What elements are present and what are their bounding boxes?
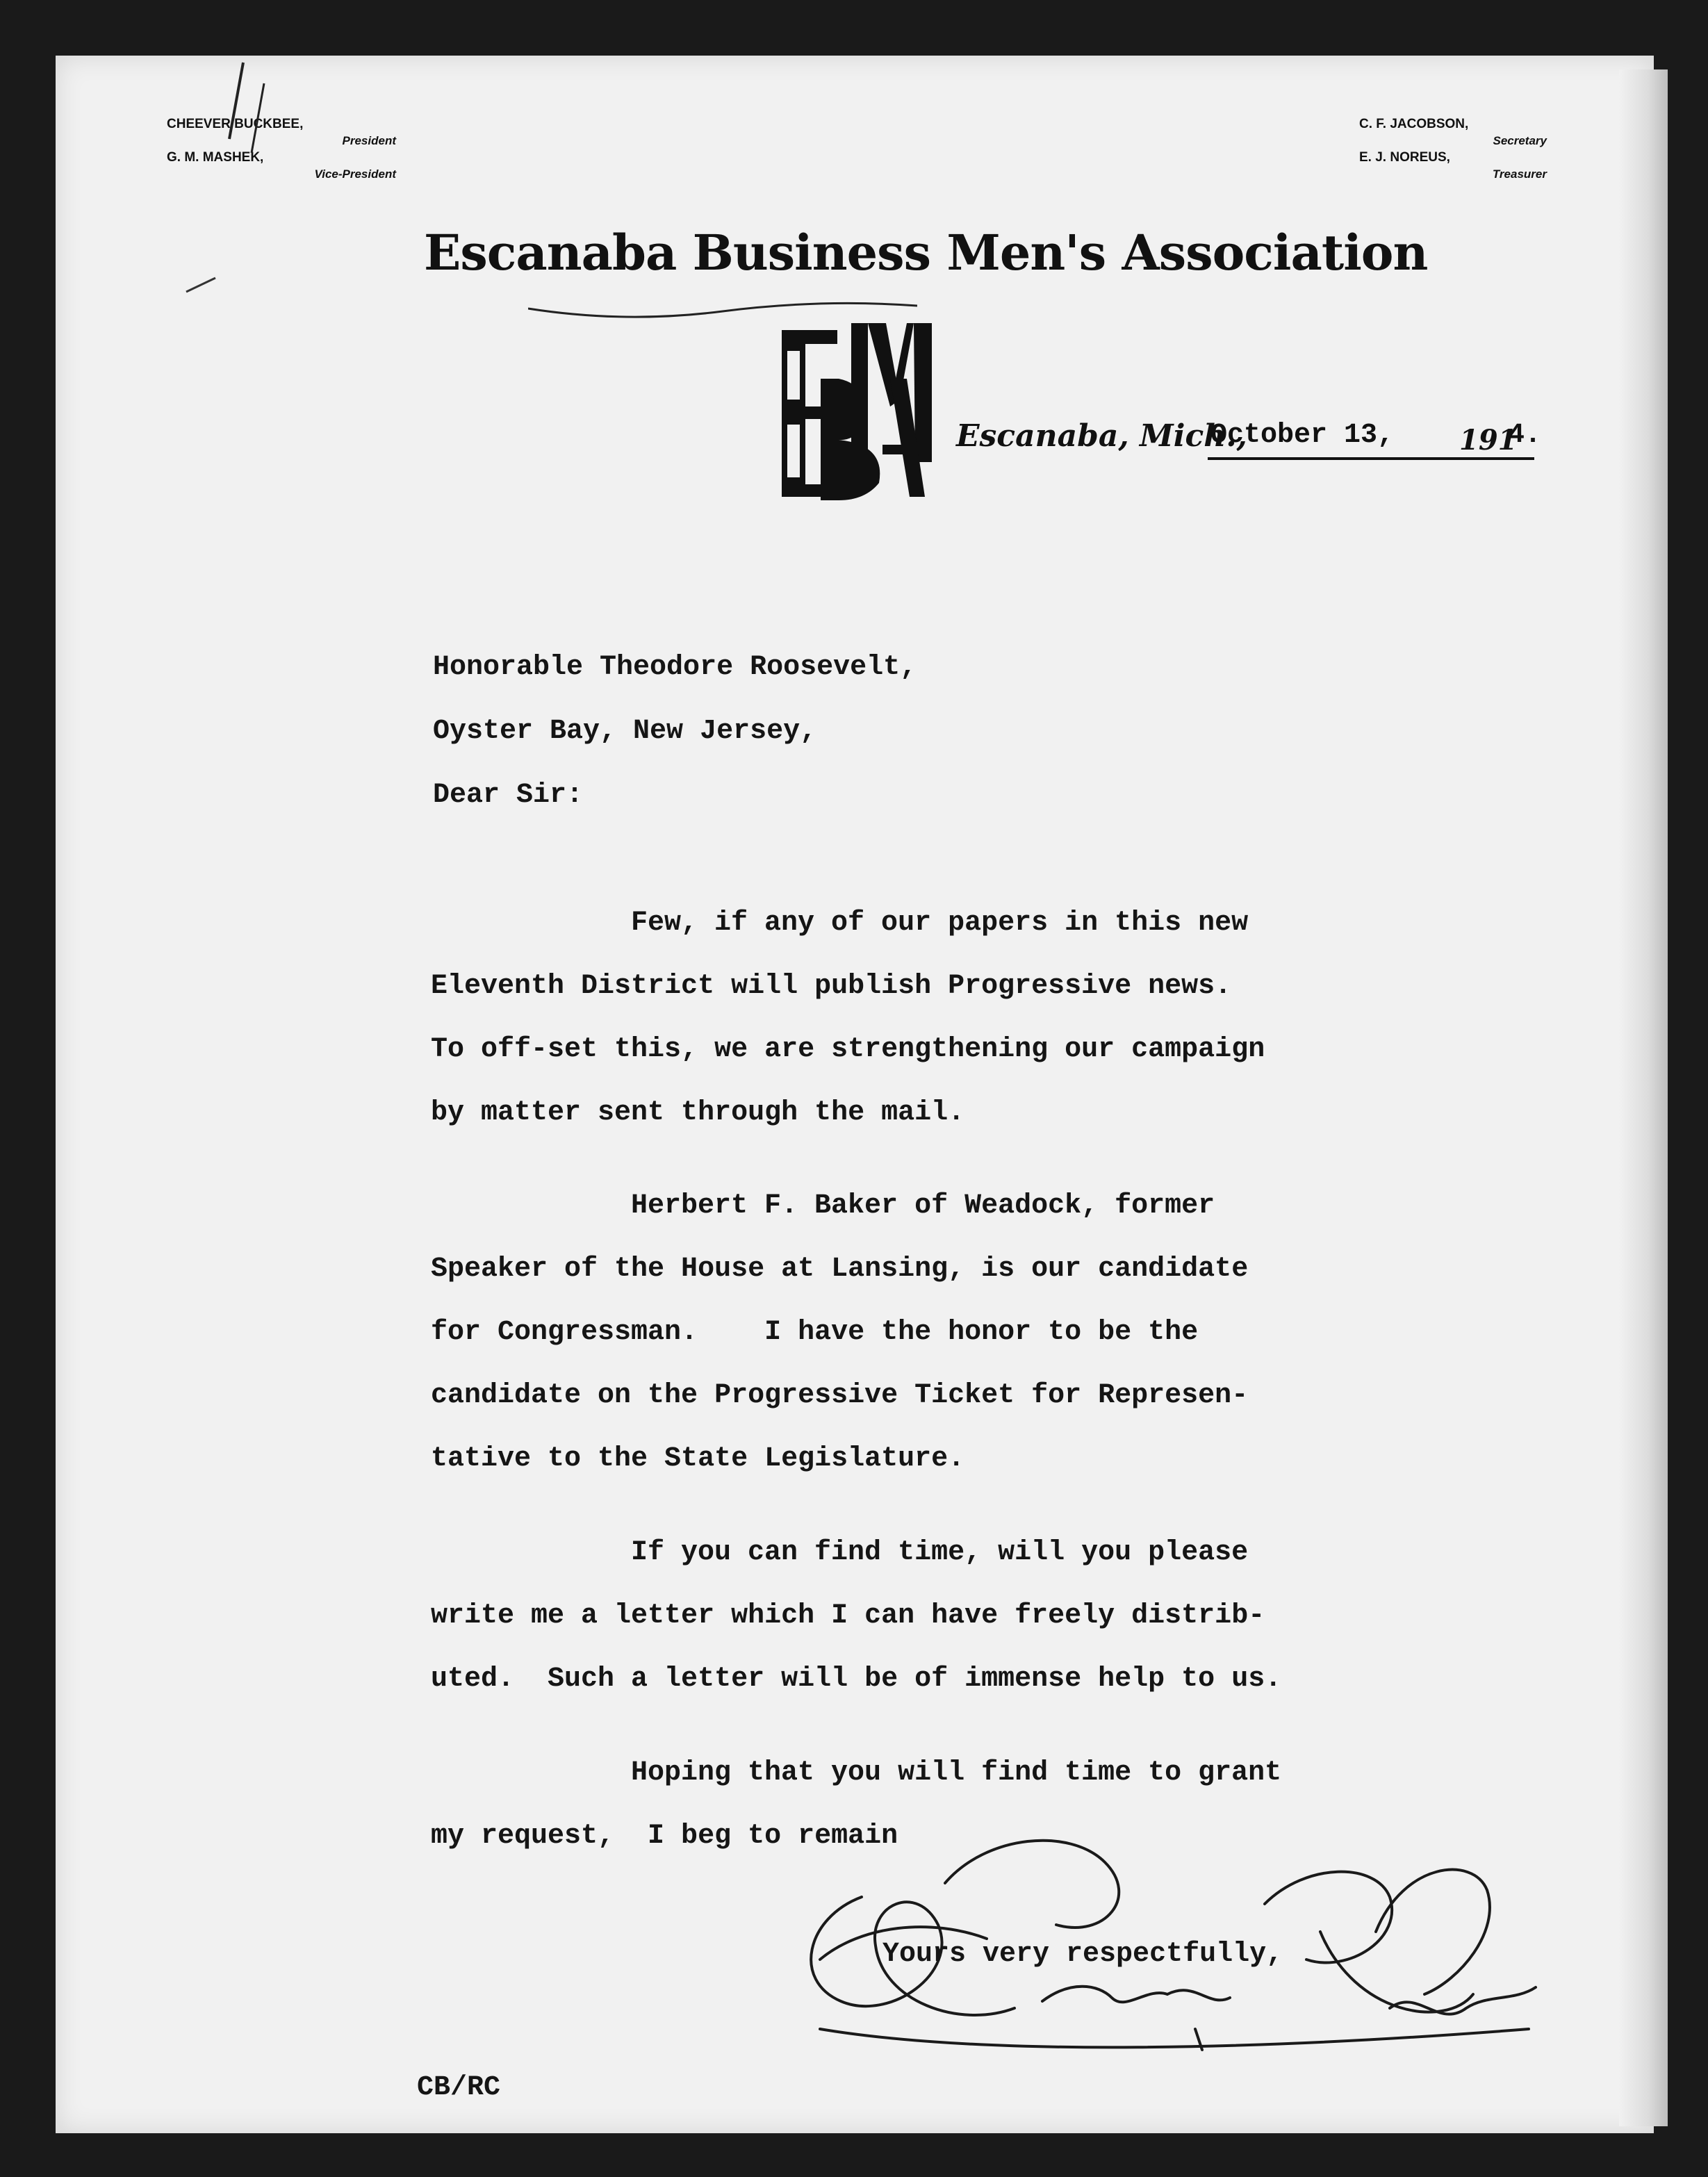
paragraph-2 [431,1174,1248,1490]
pen-mark-top-left [174,56,285,306]
ebma-monogram [768,323,935,507]
paragraph-line: Speaker of the House at Lansing, is our candidate [431,1254,1249,1285]
addressee: Honorable Theodore Roosevelt, [433,652,917,683]
paragraph-line: If you can find time, will you please [631,1537,1249,1568]
paragraph-line: my request, I beg to remain [431,1821,898,1852]
officer-treasurer-title: Treasurer [1492,167,1547,181]
paragraph-line: Hoping that you will find time to grant [631,1757,1282,1789]
typist-initials: CB/RC [417,2072,501,2103]
officer-vice-president-name: G. M. MASHEK, [167,150,264,165]
paragraph-line: for Congressman. I have the honor to be the [431,1317,1199,1348]
year-prefix: 191 [1459,424,1518,457]
officer-secretary-name: C. F. JACOBSON, [1359,117,1469,131]
paragraph-line: Few, if any of our papers in this new [631,907,1249,939]
officers-right [1359,115,1547,182]
year-suffix: 4. [1508,420,1542,451]
officer-treasurer-name: E. J. NOREUS, [1359,150,1450,165]
paragraph-line: Herbert F. Baker of Weadock, former [631,1190,1215,1222]
paragraph-line: uted. Such a letter will be of immense help to us. [431,1663,1282,1695]
paragraph-line: write me a letter which I can have freely distrib- [431,1600,1265,1632]
place: Escanaba, Mich., [956,418,1247,454]
paragraph-line: candidate on the Progressive Ticket for Represen- [431,1380,1249,1411]
date: October 13, [1210,420,1395,451]
officer-president-name: CHEEVER BUCKBEE, [167,117,304,131]
organization-name: Escanaba Business Men's Association [424,224,1428,281]
address: Oyster Bay, New Jersey, [433,716,817,747]
paragraph-line: To off-set this, we are strengthening our campaign [431,1034,1265,1065]
officer-secretary-title: Secretary [1493,134,1547,147]
page-edge [1619,69,1668,2126]
paragraph-1 [431,892,1265,1144]
letterhead-flourish [528,299,917,324]
paragraph-line: Eleventh District will publish Progressive news. [431,971,1232,1002]
closing: Yours very respectfully, [882,1939,1283,1970]
paragraph-line: by matter sent through the mail. [431,1097,965,1128]
paragraph-3 [431,1521,1281,1711]
salutation: Dear Sir: [433,780,584,811]
paragraph-line: tative to the State Legislature. [431,1443,965,1474]
officer-president-title: President [342,134,396,147]
officer-vice-president-title: Vice-President [314,167,396,181]
